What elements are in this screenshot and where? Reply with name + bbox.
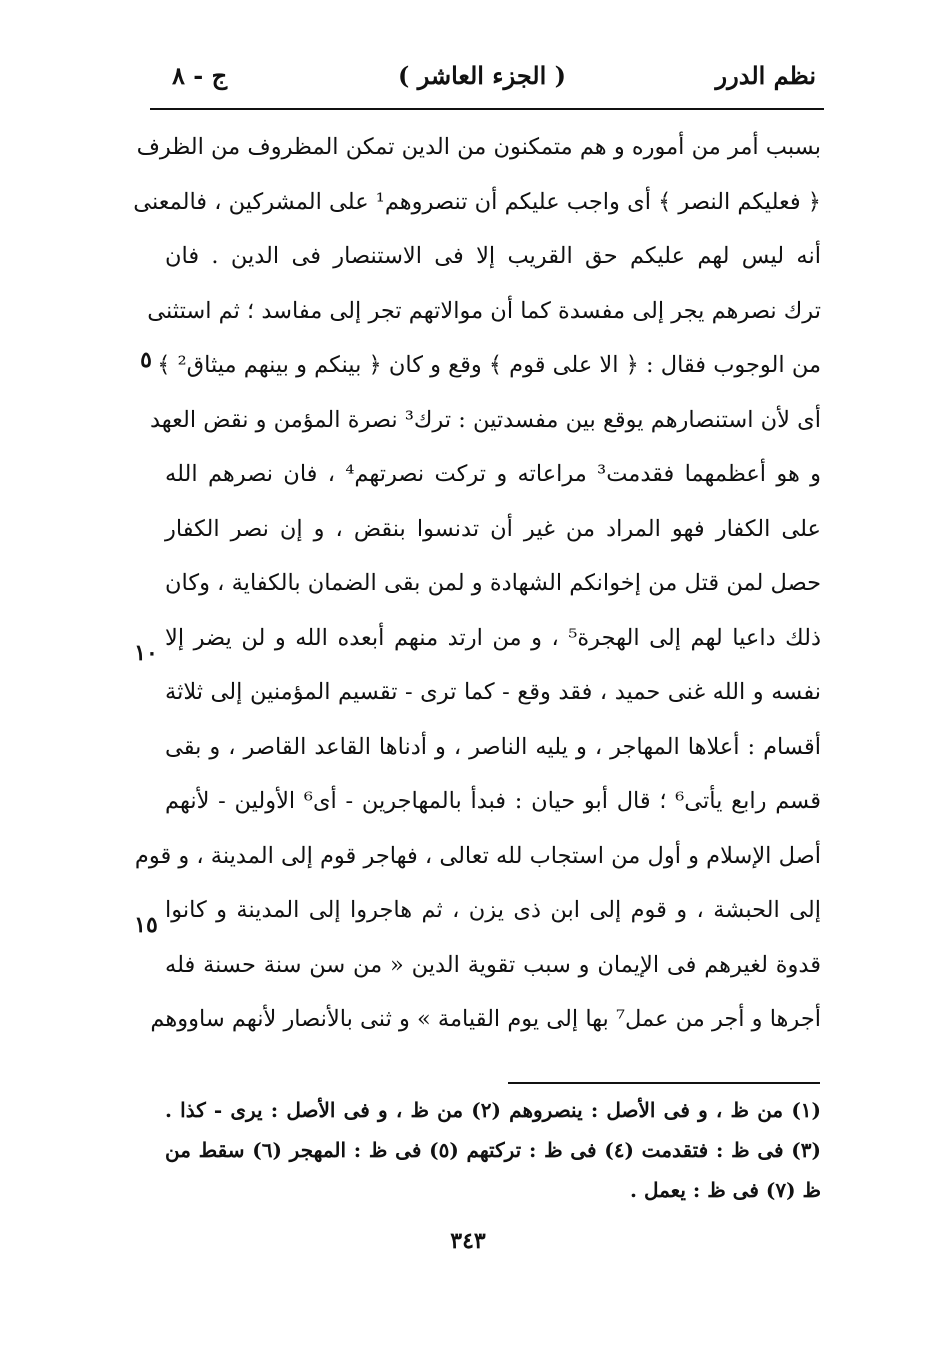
chapter-reference: ج - ٨ bbox=[172, 61, 228, 90]
text-line: أصل الإسلام و أول من استجاب لله تعالى ، فهاجر قوم إلى المدينة ، و قوم bbox=[134, 842, 821, 869]
footnotes bbox=[165, 1090, 821, 1210]
text-line: إلى الحبشة ، و قوم إلى ابن ذى يزن ، ثم هاجروا إلى المدينة و كانوا bbox=[165, 897, 821, 923]
line-number-10: ١٠ bbox=[134, 640, 158, 666]
text-line: أقسام : أعلاها المهاجر ، و يليه الناصر ، و أدناها القاعد القاصر ، و بقى bbox=[165, 733, 821, 760]
text-line: حصل لمن قتل من إخوانكم الشهادة و لمن بقى الضمان بالكفاية ، وكان bbox=[165, 570, 821, 596]
text-line: أى لأن استنصارهم يوقع بين مفسدتين : ترك³ نصرة المؤمن و نقض العهد bbox=[149, 406, 821, 433]
text-line: على الكفار فهو المراد من غير أن تدنسوا بنقض ، و إن نصر الكفار bbox=[165, 515, 821, 542]
line-number-15: ١٥ bbox=[134, 912, 158, 938]
text-line: أنه ليس لهم عليكم حق القريب إلا فى الاستنصار فى الدين . فان bbox=[165, 243, 821, 269]
text-line: قدوة لغيرهم فى الإيمان و سبب تقوية الدين « من سن سنة حسنة فله bbox=[165, 951, 821, 978]
header-rule bbox=[150, 108, 824, 110]
footnote-line: (١) من ظ ، و فى الأصل : ينصروهم (٢) من ظ ، و فى الأصل : يرى - كذا . bbox=[165, 1098, 822, 1122]
line-number-5: ٥ bbox=[140, 347, 152, 373]
book-title: نظم الدرر bbox=[715, 61, 816, 90]
text-line: من الوجوب فقال : ﴿ الا على قوم ﴾ وقع و كان ﴿ بينكم و بينهم ميثاق² ﴾ bbox=[157, 352, 821, 378]
text-line: بسبب أمر من أموره و هم متمكنون من الدين تمكن المظروف من الظرف bbox=[136, 134, 821, 160]
footnote-line: (٣) فى ظ : فتقدمت (٤) فى ظ : تركتهم (٥) فى ظ : المهجر (٦) سقط من bbox=[165, 1138, 821, 1162]
part-label: ( الجزء العاشر ) bbox=[398, 61, 566, 90]
text-line: قسم رابع يأتى⁶ ؛ قال أبو حيان : فبدأ بالمهاجرين - أى⁶ الأولين - لأنهم bbox=[165, 788, 821, 814]
running-header bbox=[150, 58, 816, 98]
text-line: أجرها و أجر من عمل⁷ بها إلى يوم القيامة » و ثنى بالأنصار لأنهم ساووهم bbox=[150, 1006, 821, 1032]
text-line: و هو أعظمهما فقدمت³ مراعاته و تركت نصرتهم⁴ ، فان نصرهم الله bbox=[165, 461, 822, 487]
footnote-line: ظ (٧) فى ظ : يعمل . bbox=[630, 1178, 821, 1202]
text-line: نفسه و الله غنى حميد ، فقد وقع - كما ترى - تقسيم المؤمنين إلى ثلاثة bbox=[165, 679, 821, 705]
footnote-rule bbox=[508, 1082, 820, 1084]
text-line: ترك نصرهم يجر إلى مفسدة كما أن موالاتهم تجر إلى مفاسد ؛ ثم استثنى bbox=[147, 297, 821, 324]
page-number: ٣٤٣ bbox=[450, 1228, 486, 1254]
text-line: ذلك داعيا لهم إلى الهجرة⁵ ، و من ارتد منهم أبعده الله و لن يضر إلا bbox=[165, 624, 822, 651]
text-line: ﴿ فعليكم النصر ﴾ أى واجب عليكم أن تنصروهم¹ على المشركين ، فالمعنى bbox=[133, 188, 821, 215]
